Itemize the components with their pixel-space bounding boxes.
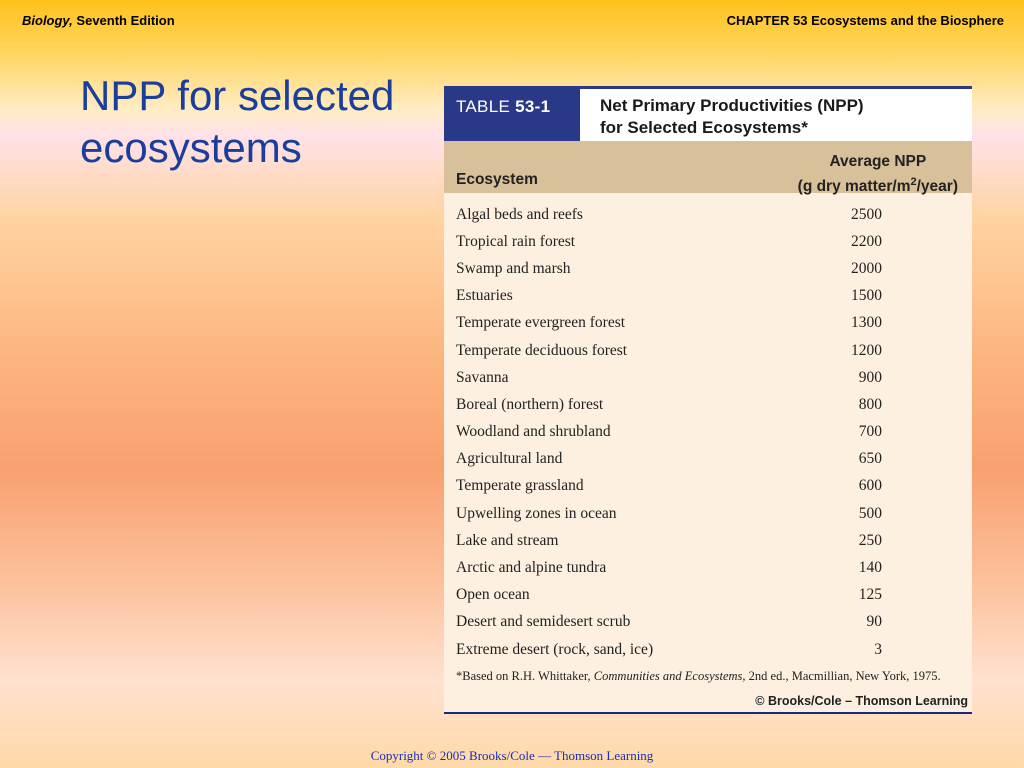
npp-value: 700 <box>858 423 882 441</box>
npp-value: 1200 <box>851 341 882 359</box>
ecosystem-name: Temperate evergreen forest <box>456 314 626 332</box>
edition-label: Seventh Edition <box>76 13 175 28</box>
table-row <box>444 636 972 663</box>
ecosystem-name: Desert and semidesert scrub <box>456 613 631 631</box>
table-footnote <box>456 669 941 684</box>
table-caption <box>580 89 972 141</box>
slide-title: NPP for selected ecosystems <box>80 72 395 171</box>
table-caption-line1: Net Primary Productivities (NPP) <box>600 96 864 115</box>
table-row <box>444 364 972 391</box>
table-caption-line2: for Selected Ecosystems* <box>600 118 808 137</box>
column-header-npp-line1: Average NPP <box>829 153 927 170</box>
ecosystem-name: Estuaries <box>456 287 513 305</box>
table-row <box>444 283 972 310</box>
npp-value: 2500 <box>851 205 882 223</box>
ecosystem-name: Swamp and marsh <box>456 259 571 277</box>
footnote-prefix: *Based on R.H. Whittaker, <box>456 669 594 683</box>
table-credit: © Brooks/Cole – Thomson Learning <box>755 694 968 708</box>
table-body <box>444 193 972 663</box>
ecosystem-name: Temperate deciduous forest <box>456 341 628 359</box>
table-row <box>444 500 972 527</box>
ecosystem-name: Upwelling zones in ocean <box>456 504 617 522</box>
book-title: Biology, <box>22 13 73 28</box>
table-tag-label: TABLE <box>456 97 511 116</box>
table-row <box>444 473 972 500</box>
table-row <box>444 310 972 337</box>
npp-value: 250 <box>858 531 882 549</box>
npp-value: 2000 <box>851 259 882 277</box>
ecosystem-name: Woodland and shrubland <box>456 423 611 441</box>
header-book-title <box>22 13 175 28</box>
npp-value: 1300 <box>851 314 882 332</box>
header-chapter: CHAPTER 53 Ecosystems and the Biosphere <box>726 13 1004 28</box>
npp-unit-pre: (g dry matter/m <box>797 178 911 196</box>
table-row <box>444 337 972 364</box>
column-header-npp-line2 <box>798 172 958 197</box>
table-row <box>444 391 972 418</box>
ecosystem-name: Tropical rain forest <box>456 232 576 250</box>
npp-value: 2200 <box>851 232 882 250</box>
footnote-book-title: Communities and Ecosystems, <box>593 669 746 683</box>
table-row <box>444 419 972 446</box>
npp-value: 800 <box>858 395 882 413</box>
table-row <box>444 554 972 581</box>
table-tag-number: 53-1 <box>515 97 551 116</box>
table-row <box>444 609 972 636</box>
npp-value: 900 <box>858 368 882 386</box>
npp-value: 1500 <box>851 287 882 305</box>
column-header-npp <box>798 151 958 197</box>
ecosystem-name: Arctic and alpine tundra <box>456 559 607 577</box>
npp-value: 90 <box>866 613 882 631</box>
npp-table <box>444 86 972 714</box>
npp-value: 125 <box>858 586 882 604</box>
ecosystem-name: Open ocean <box>456 586 530 604</box>
npp-unit-post: /year) <box>916 178 958 196</box>
npp-value: 500 <box>858 504 882 522</box>
table-row <box>444 446 972 473</box>
table-row <box>444 228 972 255</box>
table-row <box>444 527 972 554</box>
column-headers <box>444 141 972 196</box>
footer-copyright: Copyright © 2005 Brooks/Cole — Thomson Learning <box>370 748 654 763</box>
ecosystem-name: Algal beds and reefs <box>456 205 583 223</box>
table-tag <box>444 89 580 141</box>
table-row <box>444 255 972 282</box>
npp-value: 650 <box>858 450 882 468</box>
npp-unit-exponent: 2 <box>910 176 917 188</box>
ecosystem-name: Agricultural land <box>456 450 563 468</box>
table-header <box>444 89 972 141</box>
table-row <box>444 201 972 228</box>
ecosystem-name: Lake and stream <box>456 531 559 549</box>
footnote-suffix: 2nd ed., Macmillian, New York, 1975. <box>745 669 941 683</box>
column-header-ecosystem: Ecosystem <box>456 171 538 188</box>
npp-value: 600 <box>858 477 882 495</box>
ecosystem-name: Temperate grassland <box>456 477 584 495</box>
npp-value: 3 <box>874 640 882 658</box>
ecosystem-name: Extreme desert (rock, sand, ice) <box>456 640 654 658</box>
table-row <box>444 582 972 609</box>
npp-value: 140 <box>858 559 882 577</box>
ecosystem-name: Savanna <box>456 368 509 386</box>
ecosystem-name: Boreal (northern) forest <box>456 395 604 413</box>
